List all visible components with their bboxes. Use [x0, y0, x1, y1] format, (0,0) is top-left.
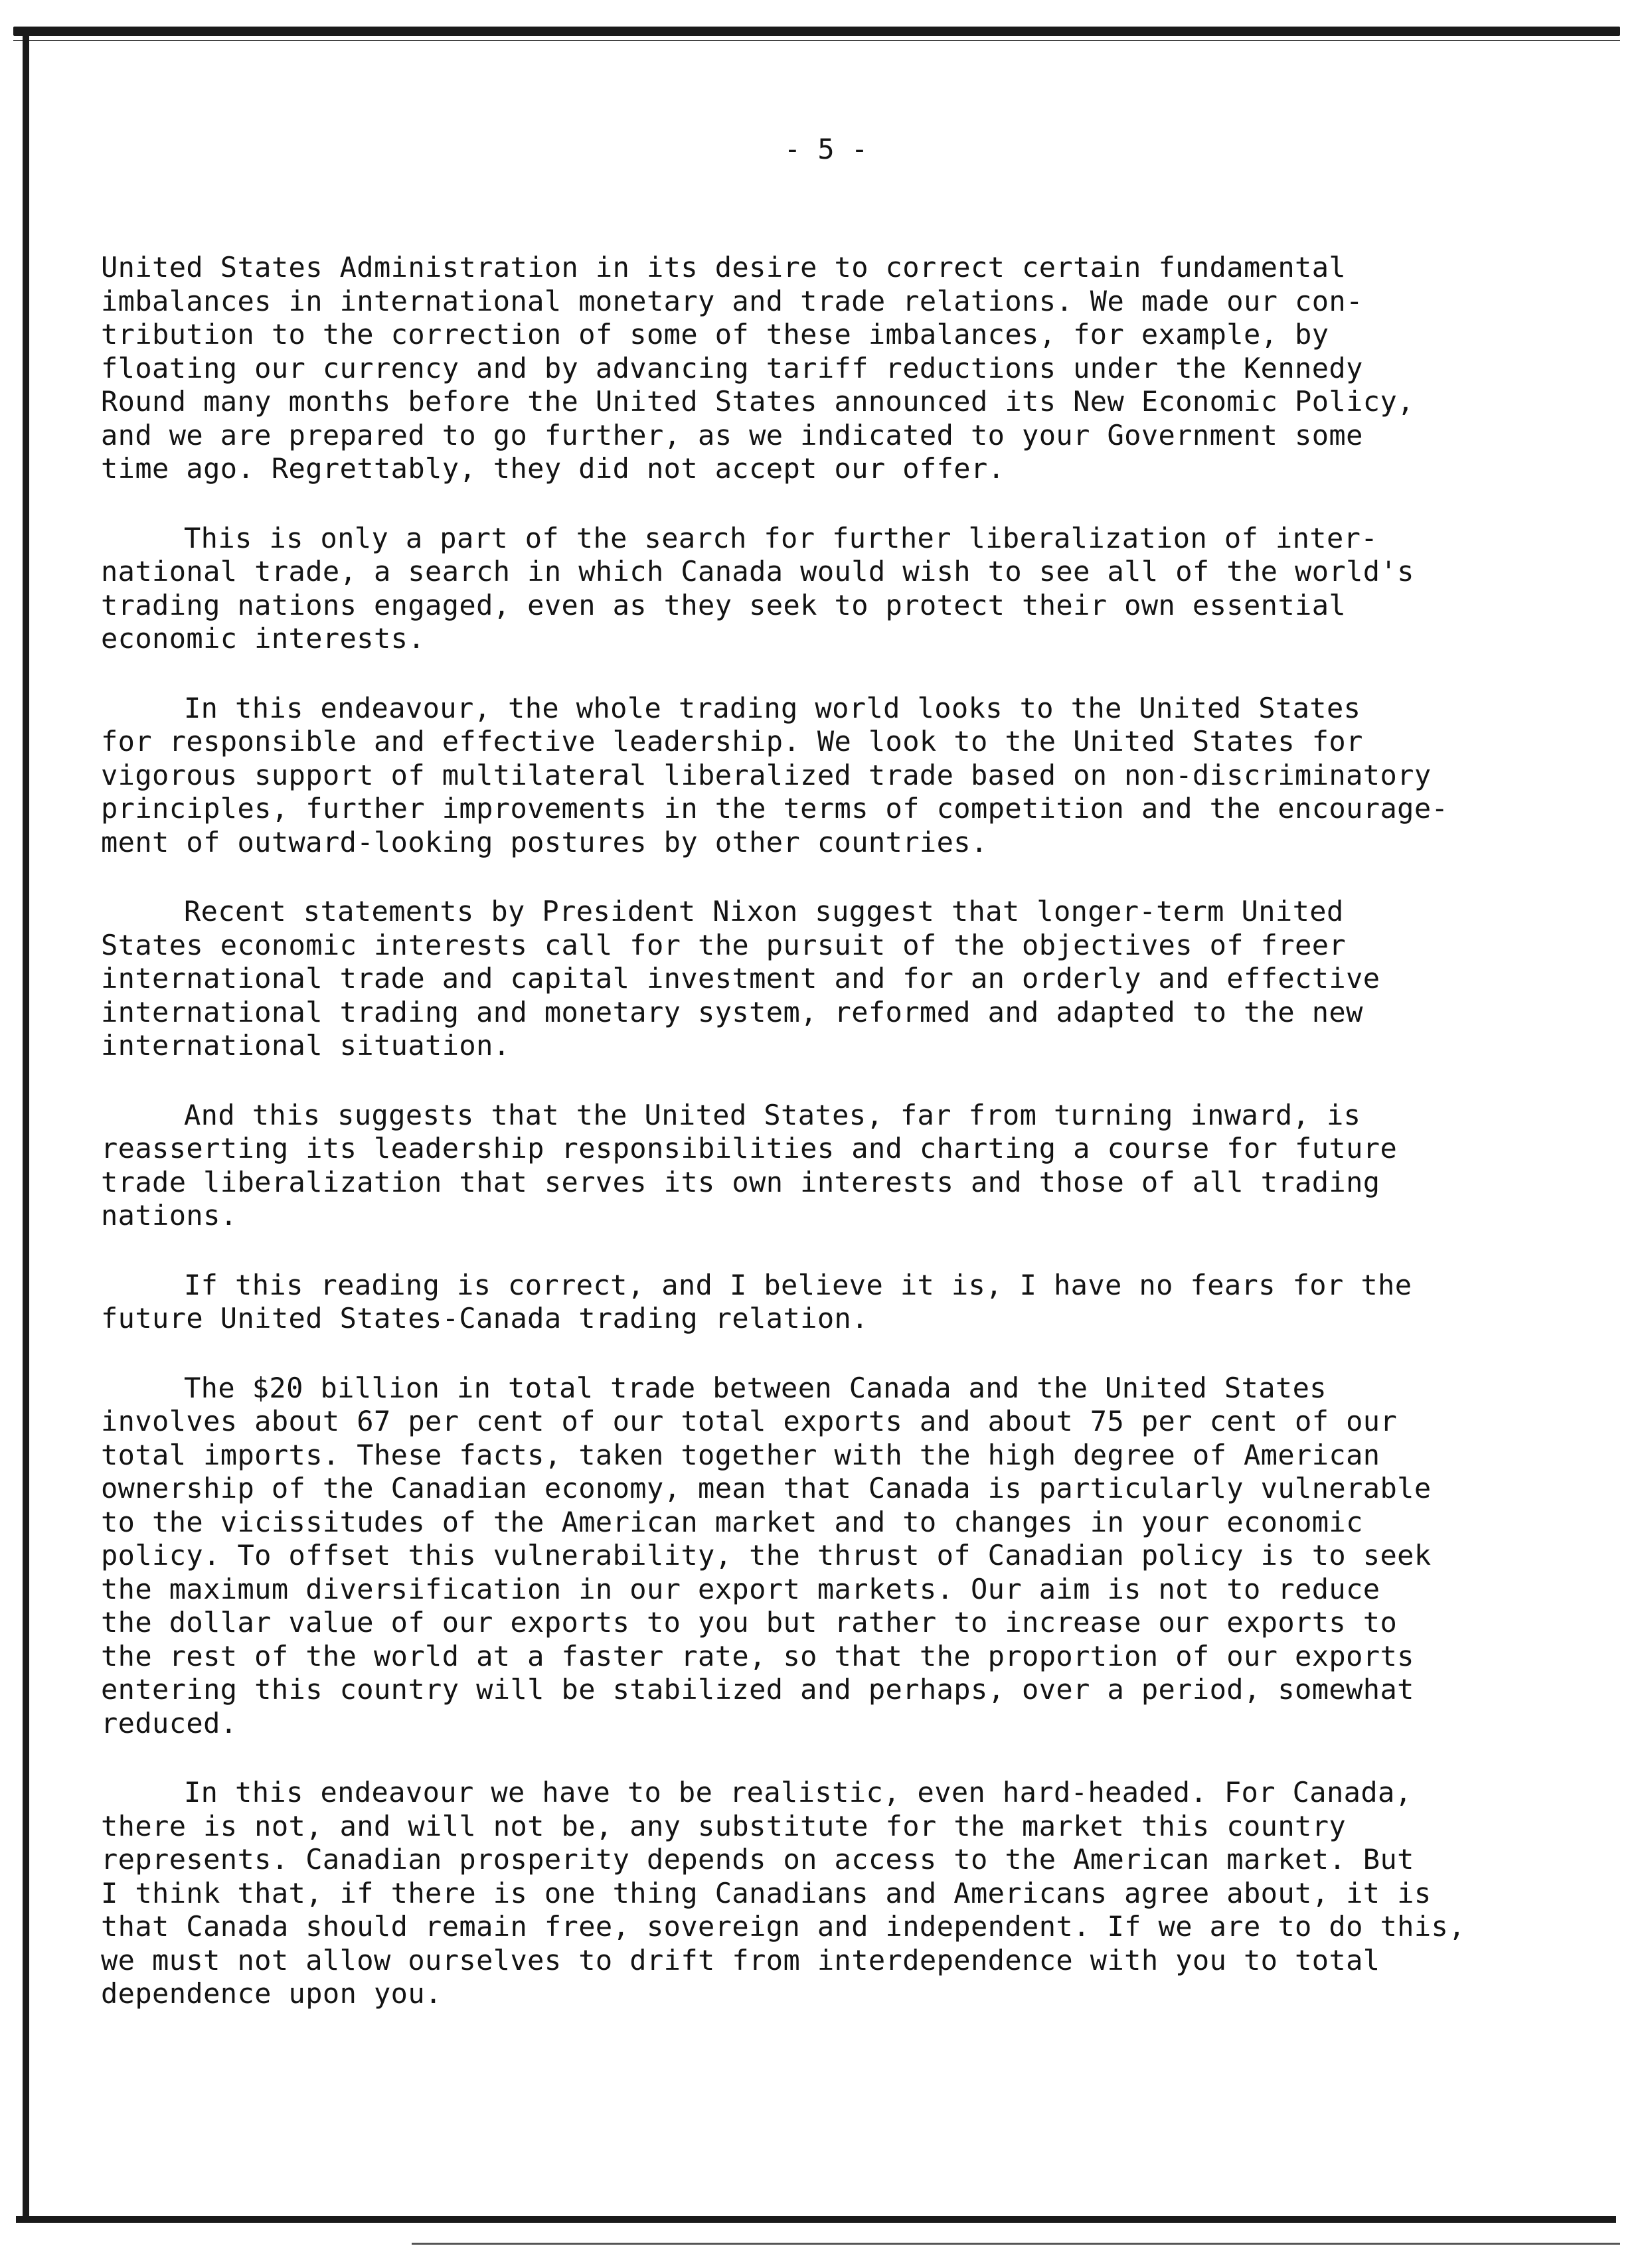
- paragraph: [101, 1776, 1489, 2011]
- page-border-bottom-rule: [412, 2243, 1620, 2245]
- text-line: tribution to the correction of some of these imbalances, for example, by: [101, 318, 1329, 351]
- text-line: for responsible and effective leadership. We look to the United States for: [101, 725, 1363, 758]
- text-line: principles, further improvements in the terms of competition and the encourage-: [101, 792, 1449, 825]
- text-line: to the vicissitudes of the American market and to changes in your economic: [101, 1505, 1363, 1538]
- text-line: The $20 billion in total trade between Canada and the United States: [184, 1371, 1327, 1404]
- paragraph: [101, 692, 1489, 860]
- text-line: and we are prepared to go further, as we indicated to your Government some: [101, 418, 1363, 451]
- text-line: I think that, if there is one thing Canadians and Americans agree about, it is: [101, 1876, 1432, 1909]
- text-line: entering this country will be stabilized and perhaps, over a period, somewhat: [101, 1673, 1414, 1706]
- page-number: - 5 -: [784, 133, 868, 165]
- text-line: vigorous support of multilateral liberalized trade based on non-discriminatory: [101, 758, 1432, 791]
- text-line: Round many months before the United States announced its New Economic Policy,: [101, 385, 1414, 418]
- text-line: economic interests.: [101, 622, 426, 655]
- page-border-top: [13, 27, 1620, 36]
- text-line: States economic interests call for the pursuit of the objectives of freer: [101, 928, 1347, 961]
- text-line: dependence upon you.: [101, 1977, 442, 2010]
- text-line: future United States-Canada trading relation.: [101, 1302, 868, 1334]
- text-line: the dollar value of our exports to you but rather to increase our exports to: [101, 1606, 1398, 1639]
- paragraph: [101, 1372, 1489, 1741]
- text-line: there is not, and will not be, any substitute for the market this country: [101, 1809, 1347, 1842]
- paragraph: [101, 1269, 1489, 1336]
- text-line: In this endeavour, the whole trading world looks to the United States: [184, 691, 1361, 724]
- paragraph: [101, 1099, 1489, 1233]
- text-line: total imports. These facts, taken together with the high degree of American: [101, 1438, 1380, 1471]
- text-line: reduced.: [101, 1706, 238, 1739]
- text-line: time ago. Regrettably, they did not accept our offer.: [101, 452, 1005, 485]
- text-line: the maximum diversification in our export markets. Our aim is not to reduce: [101, 1572, 1380, 1605]
- text-line: represents. Canadian prosperity depends on access to the American market. But: [101, 1843, 1414, 1876]
- text-line: international situation.: [101, 1029, 511, 1062]
- text-line: nations.: [101, 1199, 238, 1232]
- text-line: In this endeavour we have to be realistic, even hard-headed. For Canada,: [184, 1776, 1412, 1809]
- text-line: involves about 67 per cent of our total exports and about 75 per cent of our: [101, 1405, 1398, 1437]
- text-line: And this suggests that the United States, far from turning inward, is: [184, 1098, 1361, 1131]
- text-line: trade liberalization that serves its own interests and those of all trading: [101, 1165, 1380, 1198]
- text-line: floating our currency and by advancing tariff reductions under the Kennedy: [101, 351, 1363, 384]
- paragraph: [101, 895, 1489, 1063]
- text-line: national trade, a search in which Canada would wish to see all of the world's: [101, 555, 1414, 588]
- text-line: international trading and monetary system, reformed and adapted to the new: [101, 995, 1363, 1028]
- text-line: ment of outward-looking postures by other countries.: [101, 825, 988, 858]
- text-line: ownership of the Canadian economy, mean that Canada is particularly vulnerable: [101, 1472, 1432, 1504]
- text-line: reasserting its leadership responsibilities and charting a course for future: [101, 1132, 1398, 1165]
- document-body: [101, 251, 1489, 2047]
- page-border-top-rule: [13, 40, 1620, 41]
- text-line: imbalances in international monetary and trade relations. We made our con-: [101, 284, 1363, 317]
- page-border-bottom: [16, 2216, 1616, 2223]
- paragraph: [101, 251, 1489, 486]
- text-line: If this reading is correct, and I believe it is, I have no fears for the: [184, 1268, 1412, 1301]
- text-line: policy. To offset this vulnerability, the thrust of Canadian policy is to seek: [101, 1539, 1432, 1571]
- text-line: Recent statements by President Nixon suggest that longer-term United: [184, 895, 1344, 927]
- text-line: the rest of the world at a faster rate, so that the proportion of our exports: [101, 1639, 1414, 1672]
- text-line: international trade and capital investment and for an orderly and effective: [101, 962, 1380, 995]
- paragraph: [101, 522, 1489, 656]
- text-line: that Canada should remain free, sovereign and independent. If we are to do this,: [101, 1910, 1465, 1943]
- text-line: United States Administration in its desire to correct certain fundamental: [101, 251, 1347, 283]
- page-border-left: [23, 35, 29, 2219]
- text-line: we must not allow ourselves to drift from interdependence with you to total: [101, 1943, 1380, 1976]
- text-line: trading nations engaged, even as they seek to protect their own essential: [101, 588, 1347, 621]
- text-line: This is only a part of the search for further liberalization of inter-: [184, 521, 1378, 554]
